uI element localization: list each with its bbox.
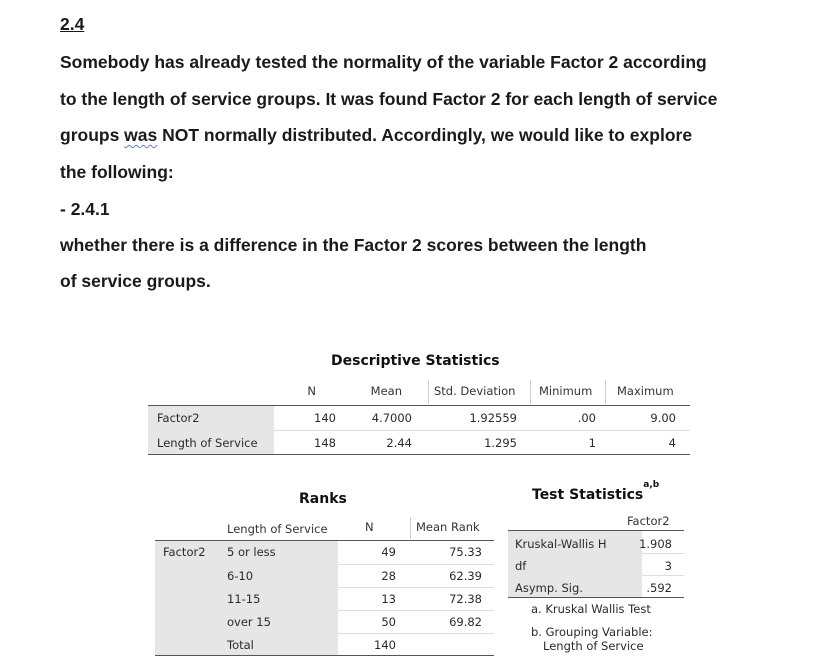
row-label: Length of Service [157, 436, 258, 450]
row-divider [338, 587, 494, 588]
row-divider [274, 430, 690, 431]
cell-n: 148 [314, 436, 336, 450]
cell-minimum: .00 [577, 411, 596, 425]
header-maximum: Maximum [617, 384, 674, 398]
stat-label: Kruskal-Wallis H [515, 537, 607, 551]
row-divider [338, 564, 494, 565]
cell-mean-rank: 62.39 [449, 569, 482, 583]
cell-n: 50 [381, 615, 396, 629]
paragraph-line-3 [60, 125, 692, 146]
header-divider [428, 380, 429, 404]
header-length-of-service: Length of Service [227, 522, 328, 536]
row-divider [642, 553, 684, 554]
header-rule [508, 530, 684, 531]
header-divider [530, 380, 531, 404]
cell-maximum: 4 [668, 436, 676, 450]
cell-mean: 4.7000 [371, 411, 412, 425]
footnote-b: b. Grouping Variable: [531, 625, 653, 639]
ranks-title: Ranks [299, 491, 347, 507]
cell-n: 140 [374, 638, 396, 652]
header-minimum: Minimum [539, 384, 593, 398]
header-std-deviation: Std. Deviation [434, 384, 516, 398]
bottom-rule [508, 597, 684, 598]
cell-minimum: 1 [588, 436, 596, 450]
row-divider [338, 633, 494, 634]
header-divider [410, 517, 411, 539]
stat-value: .592 [646, 581, 672, 595]
header-factor2: Factor2 [627, 514, 670, 528]
cell-std-deviation: 1.295 [484, 436, 517, 450]
header-divider [605, 380, 606, 404]
stat-value: 3 [664, 559, 672, 573]
footnote-a: a. Kruskal Wallis Test [531, 602, 651, 616]
stat-label: Asymp. Sig. [515, 581, 583, 595]
cell-std-deviation: 1.92559 [469, 411, 517, 425]
header-mean-rank: Mean Rank [416, 520, 480, 534]
row-divider [338, 610, 494, 611]
header-mean: Mean [370, 384, 402, 398]
cell-mean-rank: 75.33 [449, 545, 482, 559]
cell-mean-rank: 69.82 [449, 615, 482, 629]
question-line-2: of service groups. [60, 271, 211, 291]
line3-start: groups [60, 125, 125, 145]
cell-n: 28 [381, 569, 396, 583]
header-n: N [365, 520, 374, 534]
cell-mean: 2.44 [386, 436, 412, 450]
spellcheck-word: was [124, 125, 158, 145]
title-footnote-marker: a,b [643, 480, 660, 490]
paragraph-line-1: Somebody has already tested the normality of the variable Factor 2 according [60, 52, 707, 72]
group-label: over 15 [227, 615, 271, 629]
bottom-rule [155, 655, 494, 656]
variable-label: Factor2 [163, 545, 206, 559]
group-label: 11-15 [227, 592, 261, 606]
bottom-rule [148, 454, 690, 455]
header-rule [155, 540, 494, 541]
header-n: N [307, 384, 316, 398]
cell-mean-rank: 72.38 [449, 592, 482, 606]
section-heading: 2.4 [60, 14, 85, 34]
group-label: Total [227, 638, 254, 652]
descriptive-title: Descriptive Statistics [331, 353, 500, 369]
row-label: Factor2 [157, 411, 200, 425]
cell-n: 49 [381, 545, 396, 559]
cell-n: 140 [314, 411, 336, 425]
sub-item-label: - 2.4.1 [60, 199, 110, 219]
paragraph-line-2: to the length of service groups. It was found Factor 2 for each length of service [60, 89, 718, 109]
cell-n: 13 [381, 592, 396, 606]
test-statistics-title [532, 480, 660, 503]
footnote-b-continued: Length of Service [543, 639, 644, 653]
question-line-1: whether there is a difference in the Factor 2 scores between the length [60, 235, 647, 255]
stat-label: df [515, 559, 527, 573]
cell-maximum: 9.00 [650, 411, 676, 425]
group-label: 6-10 [227, 569, 254, 583]
paragraph-line-4: the following: [60, 162, 174, 182]
header-rule [148, 405, 690, 406]
stat-value: 1.908 [639, 537, 672, 551]
row-divider [642, 575, 684, 576]
test-statistics-title-text: Test Statistics [532, 486, 644, 503]
line3-end: NOT normally distributed. Accordingly, we would like to explore [157, 125, 693, 145]
group-label: 5 or less [227, 545, 276, 559]
